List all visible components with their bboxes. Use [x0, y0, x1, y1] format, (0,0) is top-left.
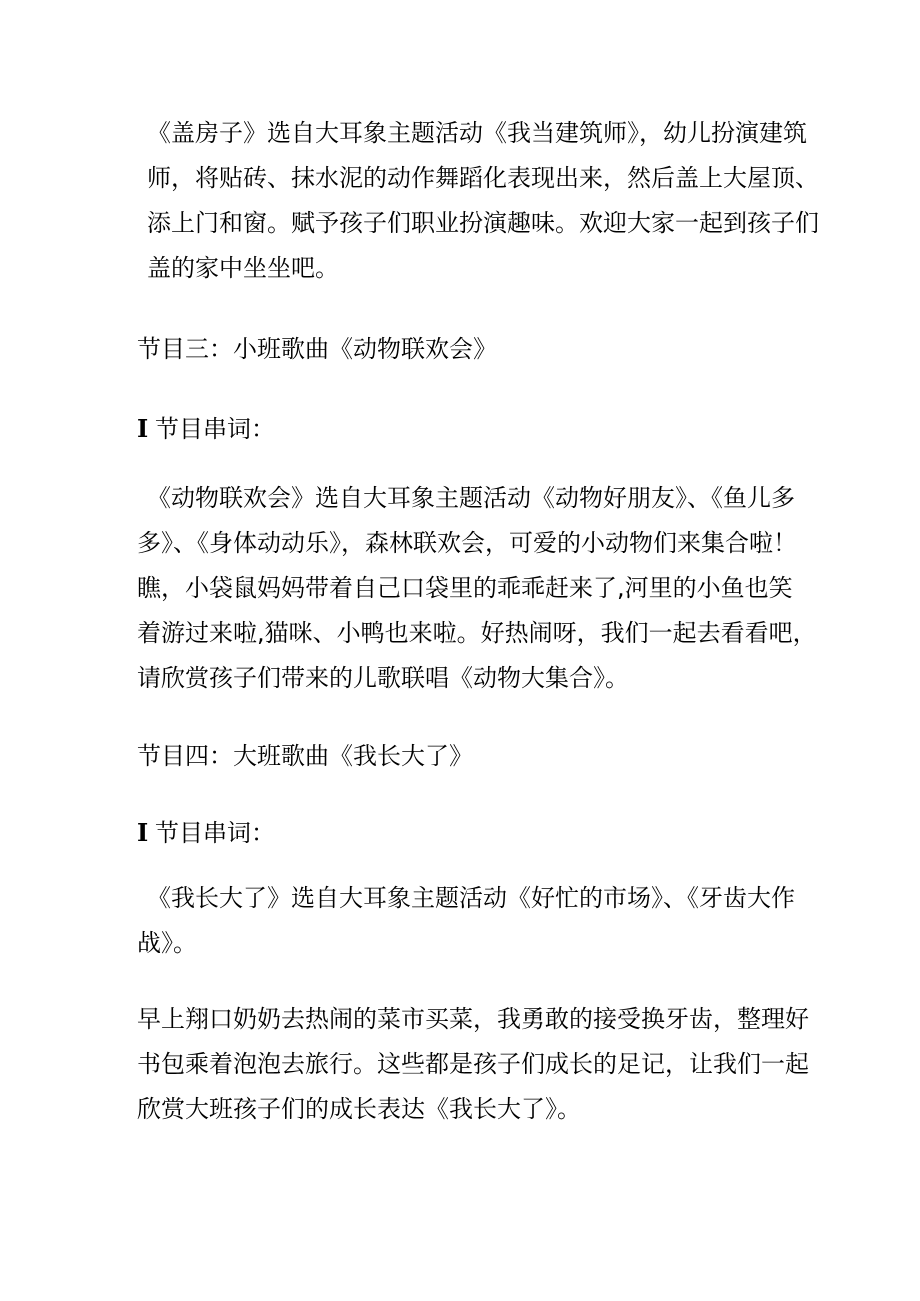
- program-4-paragraph: [137, 876, 807, 966]
- program-4-closing-paragraph: [137, 997, 809, 1132]
- program-3-title: 节目三：小班歌曲《动物联欢会》: [137, 335, 497, 363]
- program-4-cue-heading: [137, 810, 797, 855]
- bullet-marker: I: [137, 414, 149, 443]
- text-line: 欣赏大班孩子们的成长表达《我长大了》。: [137, 1095, 581, 1123]
- bullet-marker: I: [137, 818, 149, 847]
- intro-paragraph: [137, 111, 819, 291]
- text-line: 《我长大了》选自大耳象主题活动《好忙的市场》、《牙齿大作: [147, 884, 795, 912]
- text-line: 书包乘着泡泡去旅行。这些都是孩子们成长的足记，让我们一起: [137, 1050, 809, 1078]
- text-line: 请欣赏孩子们带来的儿歌联唱《动物大集合》。: [137, 664, 629, 692]
- text-line: 添上门和窗。赋予孩子们职业扮演趣味。欢迎大家一起到孩子们: [147, 209, 819, 237]
- text-line: 着游过来啦,猫咪、小鸭也来啦。好热闹呀，我们一起去看看吧，: [137, 619, 817, 647]
- text-line: 《盖房子》选自大耳象主题活动《我当建筑师》，幼儿扮演建筑: [147, 119, 807, 147]
- program-3-cue-heading: [137, 406, 797, 451]
- program-3-paragraph: [137, 476, 817, 701]
- text-line: 瞧，小袋鼠妈妈带着自己口袋里的乖乖赶来了,河里的小鱼也笑: [137, 574, 793, 602]
- text-line: 战》。: [137, 929, 197, 957]
- text-line: 《动物联欢会》选自大耳象主题活动《动物好朋友》、《鱼儿多: [147, 484, 795, 512]
- text-line: 盖的家中坐坐吧。: [147, 254, 339, 282]
- program-4-title: 节目四：大班歌曲《我长大了》: [137, 742, 473, 770]
- text-line: 师，将贴砖、抹水泥的动作舞蹈化表现出来，然后盖上大屋顶、: [147, 164, 819, 192]
- text-line: 早上翔口奶奶去热闹的菜市买菜，我勇敢的接受换牙齿，整理好: [137, 1005, 809, 1033]
- cue-label: 节目串词：: [155, 819, 275, 847]
- text-line: 多》、《身体动动乐》，森林联欢会，可爱的小动物们来集合啦！: [137, 529, 797, 557]
- cue-label: 节目串词：: [155, 415, 275, 443]
